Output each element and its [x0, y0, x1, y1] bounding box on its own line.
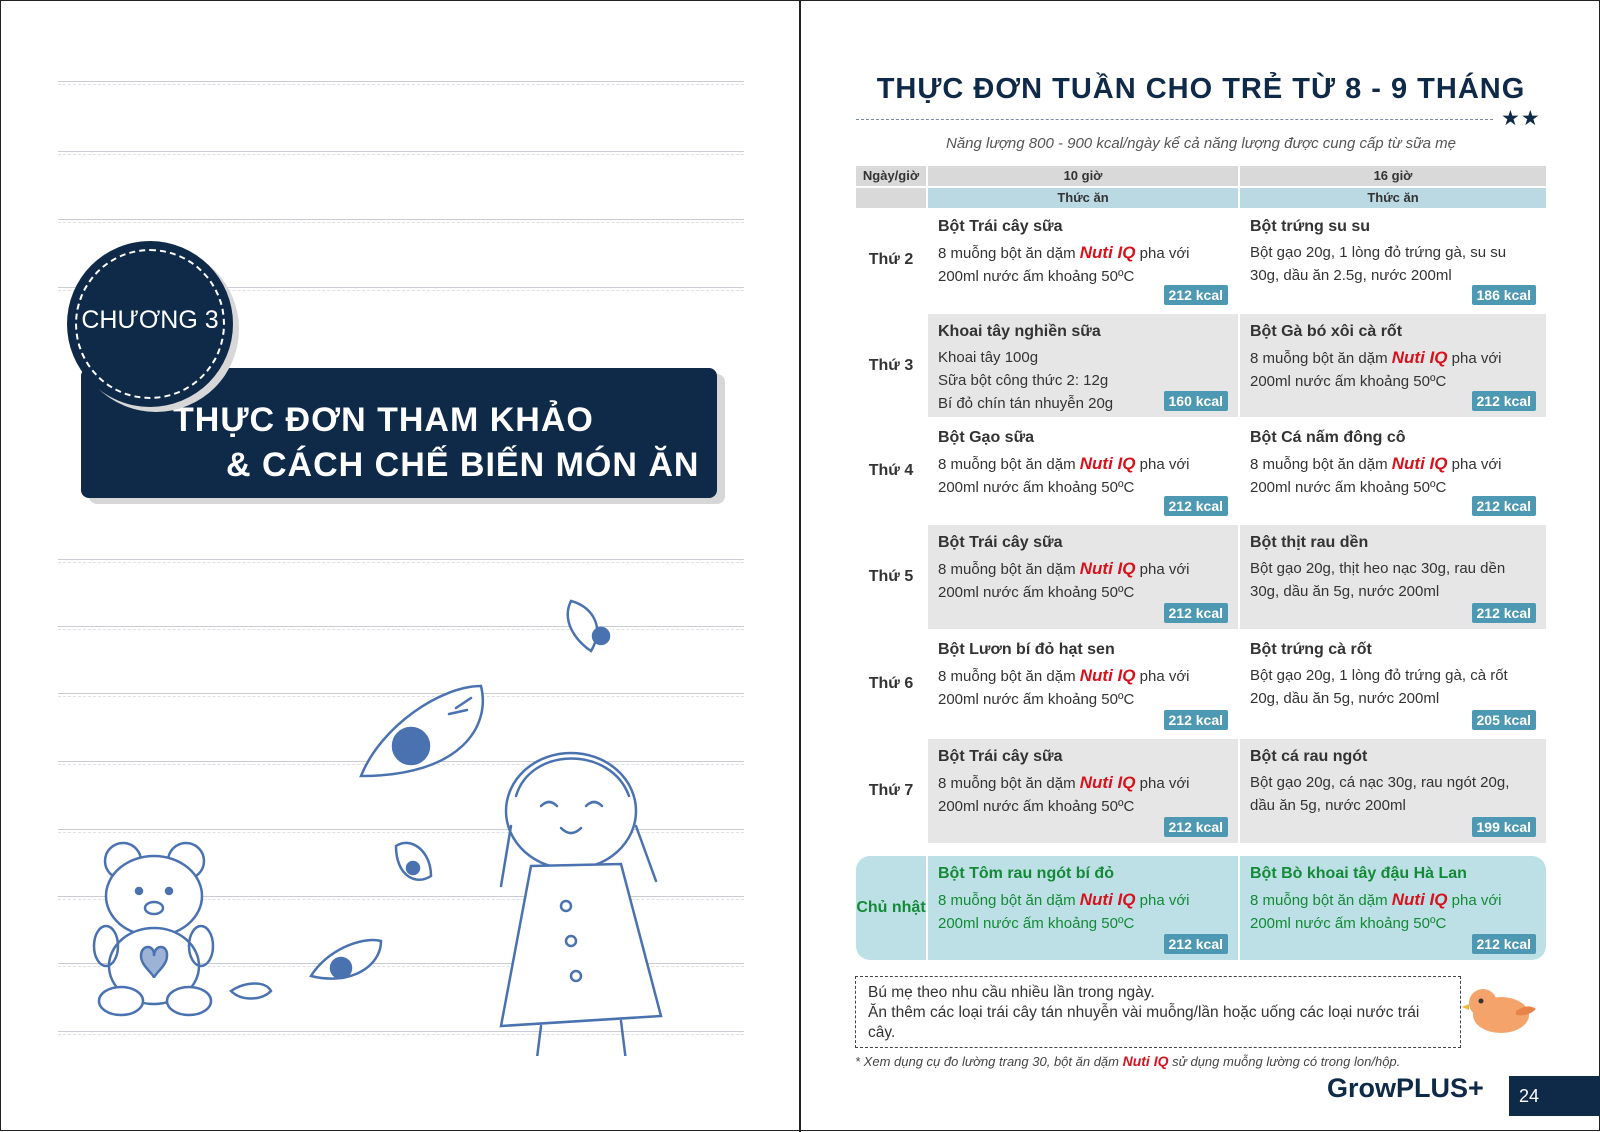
title-divider [856, 119, 1493, 120]
header-day-blank [856, 188, 926, 208]
table-row [856, 632, 1546, 736]
row-day-label: Thứ 4 [868, 462, 914, 479]
table-row [856, 420, 1546, 522]
recipe-text: Bột gạo 20g, cá nạc 30g, rau ngót 20g, dầu ăn 5g, nước 200ml [1250, 774, 1510, 814]
meal-cell-10h [928, 525, 1238, 629]
recipe-text: 8 muỗng bột ăn dặm [938, 561, 1080, 578]
recipe-text-post: pha với 200ml nước ấm khoảng 50ºC [938, 561, 1190, 601]
leaf-doodle-icon [231, 984, 271, 999]
note-text: Bú mẹ theo nhu cầu nhiều lần trong ngày. Ăn thêm các loại trái cây tán nhuyễn vài muỗng/lần hoặc uống các loại nước trái cây. [868, 984, 1420, 1041]
dish-name: Bột Bò khoai tây đậu Hà Lan [1250, 865, 1467, 882]
doll-doodle-icon [501, 753, 661, 1056]
recipe-text-post: pha với 200ml nước ấm khoảng 50ºC [938, 456, 1190, 496]
meal-cell-16h [1240, 420, 1546, 522]
meal-cell-10h [928, 632, 1238, 736]
kcal-badge: 212 kcal [1472, 391, 1537, 411]
kcal-badge: 212 kcal [1164, 285, 1229, 305]
chapter-label: CHƯƠNG 3 [81, 306, 219, 334]
meal-cell-16h [1240, 209, 1546, 311]
table-row [856, 525, 1546, 629]
page-subtitle: Năng lượng 800 - 900 kcal/ngày kể cả năng lượng được cung cấp từ sữa mẹ [945, 135, 1456, 152]
table-row [856, 209, 1546, 311]
header-time-16: 16 giờ [1240, 166, 1546, 186]
recipe-text: 8 muỗng bột ăn dặm [1250, 456, 1392, 473]
dish-name: Bột Cá nấm đông cô [1250, 429, 1406, 446]
recipe-text: 8 muỗng bột ăn dặm [938, 668, 1080, 685]
dish-name: Bột trứng su su [1250, 218, 1371, 235]
recipe-text: 8 muỗng bột ăn dặm [938, 892, 1080, 909]
nuti-iq-brand: Nuti IQ [1079, 559, 1136, 578]
ruled-line [58, 559, 744, 560]
dish-recipe [938, 664, 1230, 711]
dish-name: Bột Tôm rau ngót bí đỏ [938, 865, 1114, 882]
leaf-doodle-icon [568, 601, 609, 651]
recipe-text-post: pha với 200ml nước ấm khoảng 50ºC [1250, 456, 1502, 496]
meal-cell-16h [1240, 739, 1546, 843]
kcal-badge: 212 kcal [1472, 496, 1537, 516]
recipe-text: 8 muỗng bột ăn dặm [1250, 892, 1392, 909]
column-divider [1238, 856, 1240, 960]
dish-recipe [1250, 664, 1538, 710]
meal-cell-16h [1240, 856, 1546, 960]
dish-recipe [1250, 557, 1538, 603]
kcal-badge: 212 kcal [1164, 817, 1229, 837]
meal-cell-16h [1240, 314, 1546, 417]
header-food-16: Thức ăn [1240, 188, 1546, 208]
column-divider [926, 856, 928, 960]
recipe-text-post: pha với 200ml nước ấm khoảng 50ºC [938, 668, 1190, 708]
recipe-text-post: pha với 200ml nước ấm khoảng 50ºC [938, 245, 1190, 285]
kcal-badge: 160 kcal [1164, 391, 1229, 411]
row-day-label: Thứ 6 [868, 675, 914, 692]
dish-recipe [1250, 241, 1538, 287]
nuti-iq-brand: Nuti IQ [1079, 666, 1136, 685]
note-box [855, 976, 1461, 1048]
chapter-title-line1: THỰC ĐƠN THAM KHẢO [173, 401, 594, 439]
nuti-iq-brand: Nuti IQ [1391, 890, 1448, 909]
kcal-badge: 212 kcal [1164, 496, 1229, 516]
footnote-text-post: sử dụng muỗng lường có trong lon/hộp. [1168, 1054, 1401, 1069]
dish-recipe [938, 771, 1230, 818]
table-row [856, 856, 1546, 960]
kcal-badge: 205 kcal [1472, 710, 1537, 730]
dish-name: Bột cá rau ngót [1250, 748, 1368, 765]
orange-bird-icon [1461, 981, 1539, 1037]
nuti-iq-brand: Nuti IQ [1079, 454, 1136, 473]
dish-recipe [1250, 346, 1538, 393]
dish-name: Khoai tây nghiền sữa [938, 323, 1101, 340]
kcal-badge: 186 kcal [1472, 285, 1537, 305]
recipe-text-post: pha với 200ml nước ấm khoảng 50ºC [938, 775, 1190, 815]
recipe-text-post: pha với 200ml nước ấm khoảng 50ºC [1250, 892, 1502, 932]
header-food-10: Thức ăn [928, 188, 1238, 208]
leaf-doodle-icon [311, 940, 381, 979]
recipe-text: 8 muỗng bột ăn dặm [938, 456, 1080, 473]
row-day-label: Thứ 5 [868, 568, 914, 585]
row-day-label: Chủ nhật [856, 899, 926, 916]
chapter-title-line2: & CÁCH CHẾ BIẾN MÓN ĂN [226, 446, 700, 484]
stars-icon: ★★ [1501, 107, 1541, 130]
recipe-text: Bột gạo 20g, thịt heo nạc 30g, rau dền 30g, dầu ăn 5g, nước 200ml [1250, 560, 1506, 600]
leaf-doodle-icon [361, 686, 483, 776]
recipe-text: 8 muỗng bột ăn dặm [1250, 350, 1392, 367]
page-number: 24 [1509, 1076, 1600, 1116]
left-page [1, 1, 801, 1132]
dish-recipe [938, 557, 1230, 604]
dish-name: Bột Gạo sữa [938, 429, 1035, 446]
teddy-bear-doodle-icon [94, 843, 213, 1015]
teddy-bear-and-doll-doodles-icon [61, 596, 751, 1056]
header-day: Ngày/giờ [856, 166, 926, 186]
leaf-doodle-icon [396, 843, 431, 880]
ruled-line [58, 219, 744, 220]
dish-name: Bột Lươn bí đỏ hạt sen [938, 641, 1115, 658]
row-day-label: Thứ 3 [868, 356, 914, 374]
recipe-text-post: pha với 200ml nước ấm khoảng 50ºC [1250, 350, 1502, 390]
recipe-text: Bột gạo 20g, 1 lòng đỏ trứng gà, su su 30g, dầu ăn 2.5g, nước 200ml [1250, 244, 1507, 284]
dish-name: Bột Trái cây sữa [938, 534, 1063, 551]
dish-name: Bột Gà bó xôi cà rốt [1250, 323, 1403, 340]
dish-recipe [938, 452, 1230, 499]
recipe-text: 8 muỗng bột ăn dặm [938, 245, 1080, 262]
kcal-badge: 212 kcal [1472, 934, 1537, 954]
dish-name: Bột Trái cây sữa [938, 748, 1063, 765]
dish-name: Bột trứng cà rốt [1250, 641, 1372, 658]
growplus-logo: GrowPLUS+ [1327, 1073, 1484, 1103]
meal-cell-16h [1240, 632, 1546, 736]
nuti-iq-brand: Nuti IQ [1079, 243, 1136, 262]
recipe-text: Bột gạo 20g, 1 lòng đỏ trứng gà, cà rốt 20g, dầu ăn 5g, nước 200ml [1250, 667, 1508, 707]
row-day-label: Thứ 7 [868, 782, 914, 799]
nuti-iq-brand: Nuti IQ [1079, 890, 1136, 909]
table-row [856, 739, 1546, 843]
footnote-text-pre: * Xem dụng cụ đo lường trang 30, bột ăn dặm [855, 1054, 1123, 1069]
page-title: THỰC ĐƠN TUẦN CHO TRẺ TỪ 8 - 9 THÁNG [876, 73, 1526, 105]
footnote [855, 1053, 1400, 1069]
header-time-10: 10 giờ [928, 166, 1238, 186]
right-page [801, 1, 1600, 1132]
dish-recipe [938, 241, 1230, 288]
dish-recipe [938, 888, 1230, 935]
recipe-text: Khoai tây 100g Sữa bột công thức 2: 12g Bí đỏ chín tán nhuyễn 20g [938, 349, 1114, 412]
recipe-text-post: pha với 200ml nước ấm khoảng 50ºC [938, 892, 1190, 932]
ruled-line [58, 151, 744, 152]
kcal-badge: 212 kcal [1164, 603, 1229, 623]
kcal-badge: 212 kcal [1164, 710, 1229, 730]
meal-cell-10h [928, 314, 1238, 417]
dish-recipe [1250, 888, 1538, 935]
nuti-iq-brand: Nuti IQ [1079, 773, 1136, 792]
meal-cell-10h [928, 209, 1238, 311]
table-row [856, 314, 1546, 417]
ruled-line [58, 81, 744, 82]
meal-cell-10h [928, 739, 1238, 843]
recipe-text: 8 muỗng bột ăn dặm [938, 775, 1080, 792]
kcal-badge: 212 kcal [1164, 934, 1229, 954]
kcal-badge: 199 kcal [1472, 817, 1537, 837]
meal-cell-10h [928, 420, 1238, 522]
meal-cell-10h [928, 856, 1238, 960]
row-day-label: Thứ 2 [868, 251, 914, 268]
dish-recipe [1250, 452, 1538, 499]
footnote-brand: Nuti IQ [1122, 1053, 1169, 1069]
nuti-iq-brand: Nuti IQ [1391, 454, 1448, 473]
nuti-iq-brand: Nuti IQ [1391, 348, 1448, 367]
meal-cell-16h [1240, 525, 1546, 629]
kcal-badge: 212 kcal [1472, 603, 1537, 623]
dish-name: Bột thịt rau dền [1250, 534, 1369, 551]
dish-name: Bột Trái cây sữa [938, 218, 1063, 235]
dish-recipe [1250, 771, 1538, 817]
